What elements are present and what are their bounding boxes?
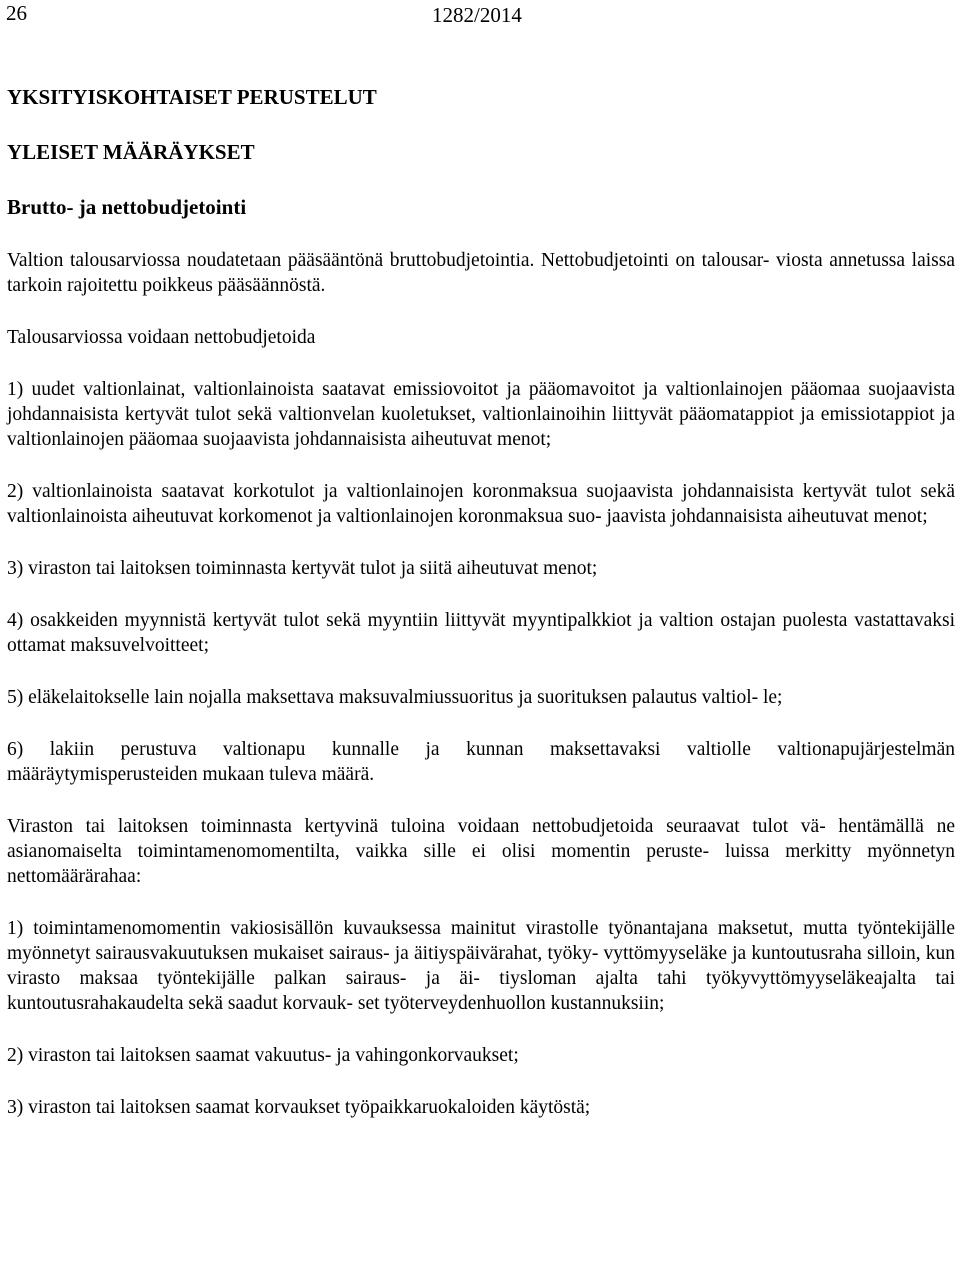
list-item-4: 4) osakkeiden myynnistä kertyvät tulot sekä myyntiin liittyvät myyntipalkkiot ja valtion ostajan puolesta vastattavaksi ottamat maksuvelvoitteet; xyxy=(7,610,955,656)
main-heading: YKSITYISKOHTAISET PERUSTELUT xyxy=(7,85,377,109)
paragraph-second-lead: Viraston tai laitoksen toiminnasta kertyvinä tuloina voidaan nettobudjetoida seuraavat tulot vä- hentämällä ne asianomaiselta toimintamenomomentilta, vaikka sille ei olisi momentin peruste- luissa merkitty myönnetyn nettomäärärahaa: xyxy=(7,816,955,887)
list-item-5: 5) eläkelaitokselle lain nojalla maksettava maksuvalmiussuoritus ja suorituksen palautus valtiol- le; xyxy=(7,687,783,708)
second-list-item-3: 3) viraston tai laitoksen saamat korvaukset työpaikkaruokaloiden käytöstä; xyxy=(7,1097,591,1118)
subsection-heading: Brutto- ja nettobudjetointi xyxy=(7,195,247,219)
paragraph-list-lead: Talousarviossa voidaan nettobudjetoida xyxy=(7,327,316,348)
page-number: 26 xyxy=(6,1,27,25)
list-item-1: 1) uudet valtionlainat, valtionlainoista saatavat emissiovoitot ja pääomavoitot ja valtionlainojen pääomaa suojaavista johdannaisista kertyvät tulot sekä valtionvelan kuoletukset, valtionlainoihin liittyvät pääomatappiot ja emissiotappiot ja valtionlainojen pääomaa suojaavista johdannaisista aiheutuvat menot; xyxy=(7,379,955,450)
second-list-item-2: 2) viraston tai laitoksen saamat vakuutus- ja vahingonkorvaukset; xyxy=(7,1045,519,1066)
document-number: 1282/2014 xyxy=(432,3,522,27)
document-body xyxy=(7,84,955,1147)
list-item-6: 6) lakiin perustuva valtionapu kunnalle ja kunnan maksettavaksi valtiolle valtionapujärjestelmän määräytymisperusteiden mukaan tuleva määrä. xyxy=(7,739,955,785)
section-heading: YLEISET MÄÄRÄYKSET xyxy=(7,140,255,164)
paragraph-intro: Valtion talousarviossa noudatetaan pääsääntönä bruttobudjetointia. Nettobudjetointi on talousar- viosta annetussa laissa tarkoin rajoitettu poikkeus pääsäännöstä. xyxy=(7,250,955,296)
list-item-2: 2) valtionlainoista saatavat korkotulot ja valtionlainojen koronmaksua suojaavista johdannaisista kertyvät tulot sekä valtionlainoista aiheutuvat korkomenot ja valtionlainojen koronmaksua suo- jaavista johdannaisista aiheutuvat menot; xyxy=(7,481,955,527)
second-list-item-1: 1) toimintamenomomentin vakiosisällön kuvauksessa mainitut virastolle työnantajana maksetut, mutta työntekijälle myönnetyt sairausvakuutuksen mukaiset sairaus- ja äitiyspäivärahat, työky- vyttömyyseläke ja kuntoutusraha silloin, kun virasto maksaa työntekijälle palkan sairaus- ja äi- tiysloman ajalta tahi työkyvyttömyyseläkeajalta tai kuntoutusrahakaudelta sekä saadut korvauk- set työterveydenhuollon kustannuksiin; xyxy=(7,918,955,1014)
list-item-3: 3) viraston tai laitoksen toiminnasta kertyvät tulot ja siitä aiheutuvat menot; xyxy=(7,558,598,579)
